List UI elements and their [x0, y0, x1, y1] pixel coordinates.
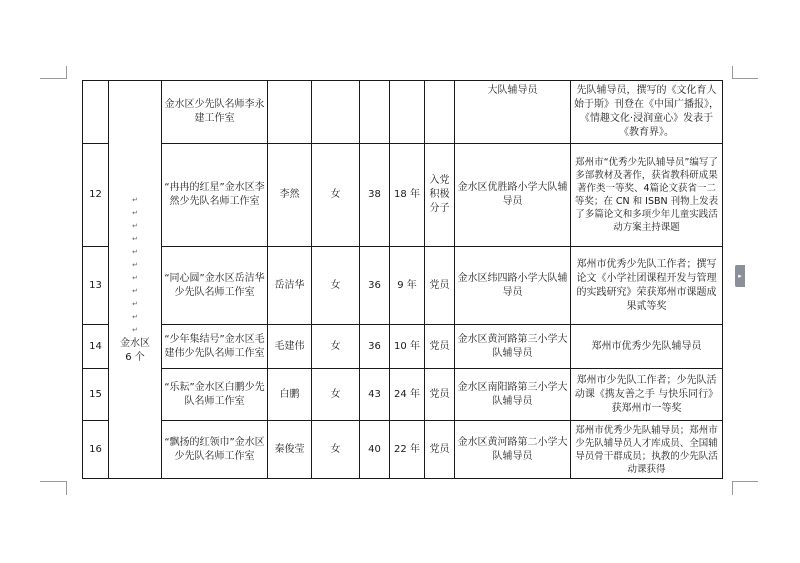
- crop-mark-bottom-left-v: [66, 481, 67, 495]
- politics: 党员: [425, 325, 455, 369]
- crop-mark-bottom-right-v: [732, 481, 733, 495]
- gender: 女: [312, 247, 360, 325]
- studio-name: “乐耘”金水区白鹏少先队名师工作室: [162, 369, 268, 421]
- row-number: 16: [83, 421, 109, 479]
- gender: 女: [312, 421, 360, 479]
- years: [390, 81, 425, 144]
- gender: [312, 81, 360, 144]
- district-name: 金水区: [120, 338, 150, 349]
- table-row: [83, 369, 723, 421]
- years: 10 年: [390, 325, 425, 369]
- politics: 党员: [425, 421, 455, 479]
- person-name: [268, 81, 312, 144]
- unit: 大队辅导员: [455, 81, 571, 144]
- row-number: 15: [83, 369, 109, 421]
- politics: 入党积极分子: [425, 144, 455, 247]
- person-name: 秦俊莹: [268, 421, 312, 479]
- table-row: [83, 81, 723, 144]
- unit: 金水区南阳路第三小学大队辅导员: [455, 369, 571, 421]
- side-scroll-tab[interactable]: ▸: [735, 265, 745, 287]
- unit: 金水区黄河路第二小学大队辅导员: [455, 421, 571, 479]
- achievement: 先队辅导员，撰写的《文化育人始于斯》刊登在《中国广播报》，《情趣文化·浸润童心》发表于《教育界》。: [571, 81, 723, 144]
- unit: 金水区优胜路小学大队辅导员: [455, 144, 571, 247]
- years: 18 年: [390, 144, 425, 247]
- studio-name: “冉冉的红星”金水区李然少先队名师工作室: [162, 144, 268, 247]
- age: 36: [360, 247, 390, 325]
- age: 36: [360, 325, 390, 369]
- politics: 党员: [425, 247, 455, 325]
- gender: 女: [312, 369, 360, 421]
- age: 38: [360, 144, 390, 247]
- achievement: 郑州市优秀少先队工作者；撰写论文《小学社团课程开发与管理的实践研究》荣获郑州市课题成果贰等奖: [571, 247, 723, 325]
- crop-mark-top-left-h: [40, 78, 66, 79]
- politics: 党员: [425, 369, 455, 421]
- years: 22 年: [390, 421, 425, 479]
- years: 9 年: [390, 247, 425, 325]
- studio-table: [82, 80, 723, 479]
- age: [360, 81, 390, 144]
- crop-mark-bottom-left-h: [40, 481, 66, 482]
- age: 43: [360, 369, 390, 421]
- studio-name: “少年集结号”金水区毛建伟少先队名师工作室: [162, 325, 268, 369]
- politics: [425, 81, 455, 144]
- achievement: 郑州市优秀少先队辅导员；郑州市少先队辅导员人才库成员、全国辅导员骨干群成员；执教的少先队活动课获得: [571, 421, 723, 479]
- district-cell: [109, 81, 162, 479]
- person-name: 毛建伟: [268, 325, 312, 369]
- row-number: 12: [83, 144, 109, 247]
- paragraph-marks: ↵ ↵ ↵ ↵ ↵ ↵ ↵ ↵ ↵ ↵ ↵: [132, 196, 138, 334]
- age: 40: [360, 421, 390, 479]
- table-row: [83, 144, 723, 247]
- table-row: [83, 247, 723, 325]
- crop-mark-top-right-v: [732, 66, 733, 79]
- gender: 女: [312, 144, 360, 247]
- studio-name: 金水区少先队名师李永建工作室: [162, 81, 268, 144]
- table-row: [83, 421, 723, 479]
- achievement: 郑州市“优秀少先队辅导员”编写了多部教材及著作，获省教科研成果著作类一等奖、4篇论文获省一二等奖；在 CN 和 ISBN 刊物上发表了多篇论文和多项少年儿童实践活动方案主持课题: [571, 144, 723, 247]
- person-name: 李然: [268, 144, 312, 247]
- gender: 女: [312, 325, 360, 369]
- crop-mark-top-left-v: [66, 66, 67, 79]
- studio-name: “飘扬的红领巾”金水区少先队名师工作室: [162, 421, 268, 479]
- table-row: [83, 325, 723, 369]
- crop-mark-top-right-h: [732, 78, 758, 79]
- unit: 金水区纬四路小学大队辅导员: [455, 247, 571, 325]
- row-number: 13: [83, 247, 109, 325]
- achievement: 郑州市少先队工作者；少先队活动课《携友善之手 与快乐同行》获郑州市一等奖: [571, 369, 723, 421]
- years: 24 年: [390, 369, 425, 421]
- studio-name: “同心圆”金水区岳洁华少先队名师工作室: [162, 247, 268, 325]
- district-count: 6 个: [125, 352, 145, 363]
- unit: 金水区黄河路第三小学大队辅导员: [455, 325, 571, 369]
- person-name: 岳洁华: [268, 247, 312, 325]
- row-number: 14: [83, 325, 109, 369]
- row-number: [83, 81, 109, 144]
- crop-mark-bottom-right-h: [732, 481, 758, 482]
- achievement: 郑州市优秀少先队辅导员: [571, 325, 723, 369]
- person-name: 白鹏: [268, 369, 312, 421]
